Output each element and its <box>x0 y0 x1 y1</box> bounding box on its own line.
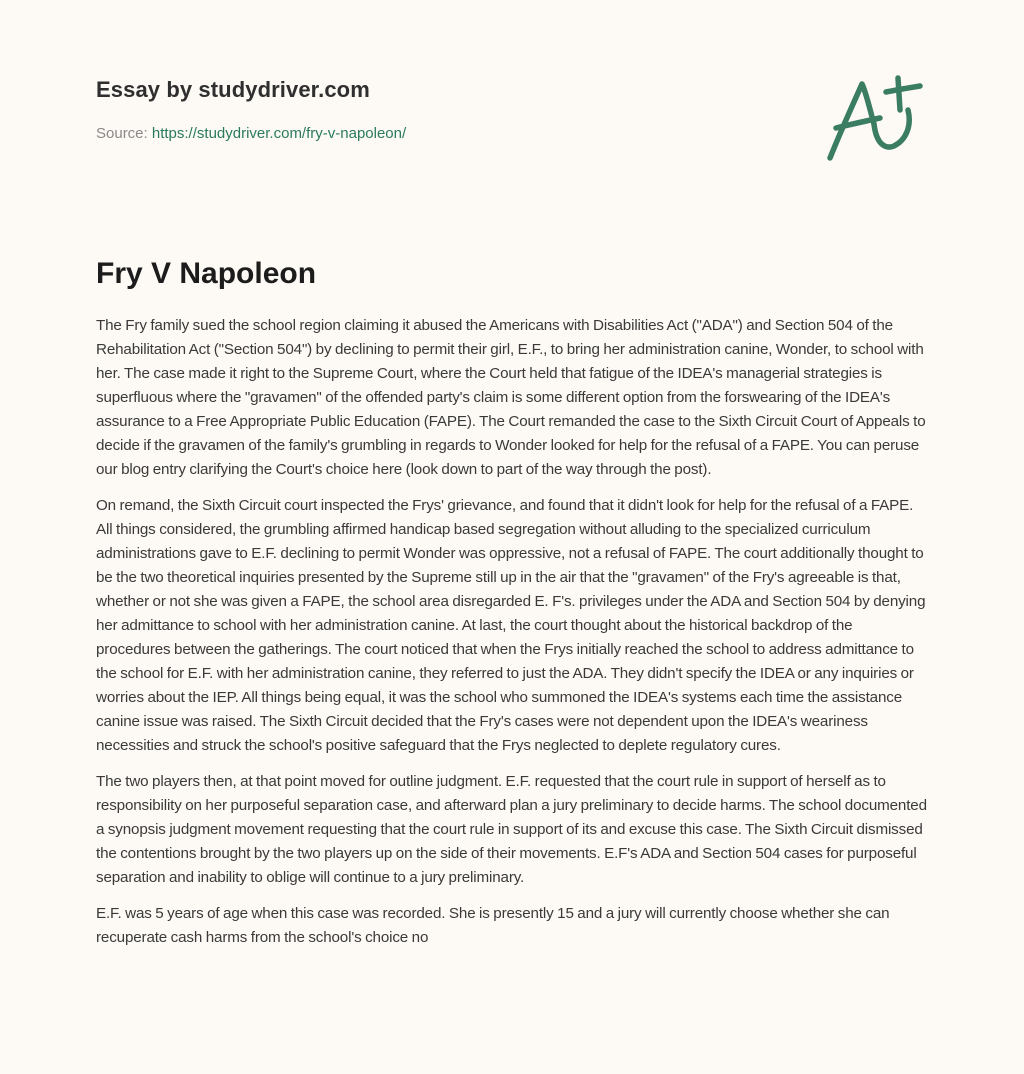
site-title: Essay by studydriver.com <box>96 77 370 102</box>
source-label: Source: <box>96 125 152 142</box>
essay-title: Fry V Napoleon <box>96 257 317 290</box>
page-header <box>96 74 796 144</box>
essay-paragraph-2: On remand, the Sixth Circuit court inspected the Frys' grievance, and found that it didn't look for help for the refusal of a FAPE. All things considered, the grumbling affirmed handicap based segregation without alluding to the specialized curriculum administrations gave to E.F. declining to permit Wonder was oppressive, not a refusal of FAPE. The court additionally thought to be the two theoretical inquiries presented by the Supreme still up in the air that the "gravamen" of the Fry's agreeable is that, whether or not she was given a FAPE, the school area disregarded E. F's. privileges under the ADA and Section 504 by denying her admittance to school with her administration canine. At last, the court thought about the historical backdrop of the procedures between the gatherings. The court noticed that when the Frys initially reached the school to address admittance to the school for E.F. with her administration canine, they referred to just the ADA. They didn't specify the IDEA or any inquiries or worries about the IEP. All things being equal, it was the school who summoned the IDEA's systems each time the assistance canine issue was raised. The Sixth Circuit decided that the Fry's cases were not dependent upon the IDEA's weariness necessities and struck the school's positive safeguard that the Frys neglected to deplete regulatory cures. <box>96 497 926 754</box>
essay-body <box>96 314 930 962</box>
essay-paragraph-3: The two players then, at that point moved for outline judgment. E.F. requested that the court rule in support of herself as to responsibility on her purposeful separation case, and afterward plan a jury preliminary to decide harms. The school documented a synopsis judgment movement requesting that the court rule in support of its and excuse this case. The Sixth Circuit dismissed the contentions brought by the two players up on the side of their movements. E.F's ADA and Section 504 cases for purposeful separation and inability to oblige will continue to a jury preliminary. <box>96 773 927 886</box>
source-link[interactable]: https://studydriver.com/fry-v-napoleon/ <box>151 125 407 142</box>
source-line <box>96 124 796 144</box>
a-plus-grade-icon <box>822 66 928 166</box>
essay-paragraph-4: E.F. was 5 years of age when this case was recorded. She is presently 15 and a jury will currently choose whether she can recuperate cash harms from the school's choice no <box>96 905 890 946</box>
essay-paragraph-1: The Fry family sued the school region claiming it abused the Americans with Disabilities Act ("ADA") and Section 504 of the Rehabilitation Act ("Section 504") by declining to permit their girl, E.F., to bring her administration canine, Wonder, to school with her. The case made it right to the Supreme Court, where the Court held that fatigue of the IDEA's managerial strategies is superfluous where the "gravamen" of the offended party's claim is some different option from the forswearing of the IDEA's assurance to a Free Appropriate Public Education (FAPE). The Court remanded the case to the Sixth Circuit Court of Appeals to decide if the gravamen of the family's grumbling in regards to Wonder looked for help for the refusal of a FAPE. You can peruse our blog entry clarifying the Court's choice here (look down to part of the way through the post). <box>96 317 926 478</box>
